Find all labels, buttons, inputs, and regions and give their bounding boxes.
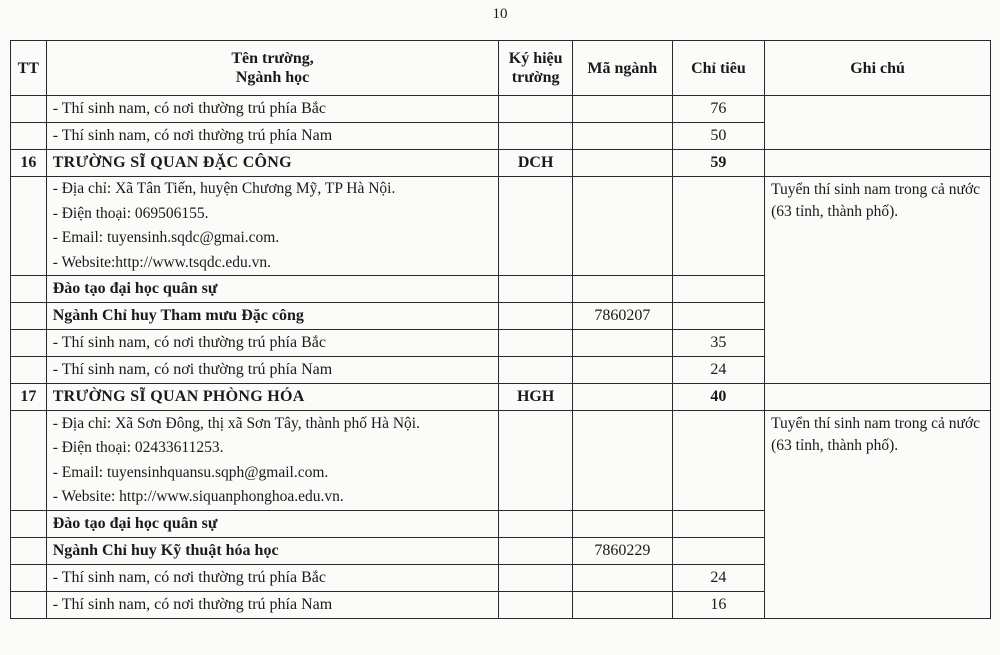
row-label: - Thí sinh nam, có nơi thường trú phía Nam — [46, 592, 499, 619]
table-header-row — [11, 41, 991, 96]
row-quota: 50 — [672, 123, 764, 150]
header-tt: TT — [11, 41, 47, 96]
row-label: - Thí sinh nam, có nơi thường trú phía Nam — [46, 357, 499, 384]
school-row — [11, 384, 991, 411]
major-code: 7860229 — [572, 538, 672, 565]
row-quota: 35 — [672, 330, 764, 357]
row-label: - Thí sinh nam, có nơi thường trú phía Nam — [46, 123, 499, 150]
row-quota: 76 — [672, 96, 764, 123]
school-email: - Email: tuyensinh.sqdc@gmai.com. — [52, 229, 280, 246]
row-label: - Thí sinh nam, có nơi thường trú phía Bắc — [46, 565, 499, 592]
page-number: 10 — [492, 6, 508, 22]
school-name: TRƯỜNG SĨ QUAN ĐẶC CÔNG — [46, 150, 499, 177]
header-quota: Chỉ tiêu — [672, 41, 764, 96]
table-row — [11, 96, 991, 123]
school-code: HGH — [499, 384, 573, 411]
header-code-line2: trường — [511, 69, 560, 86]
school-quota: 59 — [672, 150, 764, 177]
school-info-row — [11, 177, 991, 276]
school-email: - Email: tuyensinhquansu.sqph@gmail.com. — [52, 463, 329, 481]
header-school-major — [46, 41, 499, 96]
header-name-line2: Ngành học — [235, 69, 310, 86]
school-note: Tuyển thí sinh nam trong cả nước (63 tỉnh, thành phố). — [765, 177, 991, 384]
header-note: Ghi chú — [765, 41, 991, 96]
school-row — [11, 150, 991, 177]
school-code: DCH — [499, 150, 573, 177]
major-name: Ngành Chỉ huy Kỹ thuật hóa học — [46, 538, 499, 565]
header-major-code: Mã ngành — [572, 41, 672, 96]
school-tt: 16 — [11, 150, 47, 177]
school-website: - Website:http://www.tsqdc.edu.vn. — [52, 253, 272, 271]
school-name: TRƯỜNG SĨ QUAN PHÒNG HÓA — [46, 384, 499, 411]
admission-quota-table — [10, 40, 991, 619]
row-quota: 24 — [672, 357, 764, 384]
school-tt: 17 — [11, 384, 47, 411]
row-label: - Thí sinh nam, có nơi thường trú phía Bắc — [46, 330, 499, 357]
row-quota: 16 — [672, 592, 764, 619]
header-school-code — [499, 41, 573, 96]
school-website: - Website: http://www.siquanphonghoa.edu.vn. — [52, 488, 344, 505]
training-label: Đào tạo đại học quân sự — [46, 276, 499, 303]
row-quota: 24 — [672, 565, 764, 592]
major-code: 7860207 — [572, 303, 672, 330]
school-contact-info — [46, 411, 499, 511]
school-note: Tuyển thí sinh nam trong cả nước (63 tỉnh, thành phố). — [765, 411, 991, 619]
school-address: - Địa chỉ: Xã Sơn Đông, thị xã Sơn Tây, thành phố Hà Nội. — [52, 414, 420, 432]
school-info-row — [11, 411, 991, 511]
school-address: - Địa chỉ: Xã Tân Tiến, huyện Chương Mỹ, TP Hà Nội. — [52, 180, 396, 197]
header-name-line1: Tên trường, — [231, 50, 314, 67]
row-label: - Thí sinh nam, có nơi thường trú phía Bắc — [46, 96, 499, 123]
training-label: Đào tạo đại học quân sự — [46, 511, 499, 538]
school-phone: - Điện thoại: 02433611253. — [52, 439, 224, 456]
major-name: Ngành Chỉ huy Tham mưu Đặc công — [46, 303, 499, 330]
school-quota: 40 — [672, 384, 764, 411]
school-phone: - Điện thoại: 069506155. — [52, 204, 209, 222]
header-code-line1: Ký hiệu — [508, 50, 563, 67]
school-contact-info — [46, 177, 499, 276]
